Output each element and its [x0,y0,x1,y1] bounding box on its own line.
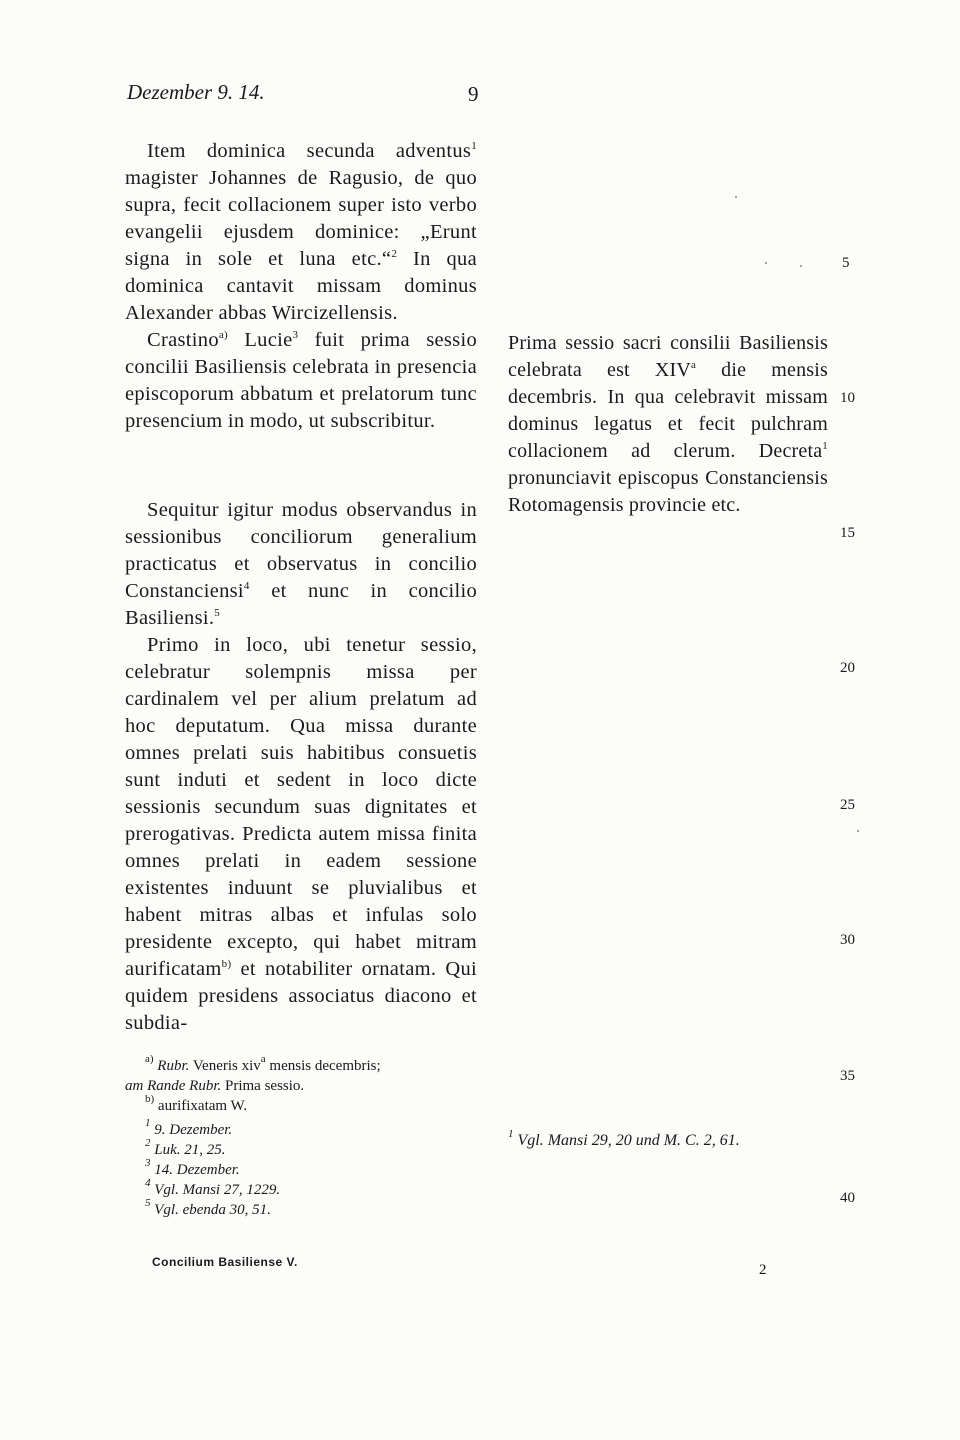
line-number: 40 [840,1190,855,1206]
footnote-a-cont: am Rande Rubr. Prima sessio. [125,1078,305,1094]
line-number: 25 [840,797,855,813]
parallel-text-column [508,330,828,519]
footnote-5: $^5$ Vgl. ebenda 30, 51. [145,1197,271,1218]
footnote-2: $^2$ Luk. 21, 25. [145,1137,226,1158]
footnote-side: $^1$ Vgl. Mansi 29, 20 und M. C. 2, 61. [508,1128,740,1149]
footnotes-main [125,1053,485,1220]
signature-line: Concilium Basiliense V. [152,1255,298,1269]
line-number: 20 [840,660,855,676]
main-text-column [125,138,477,1037]
line-number: 5 [842,255,850,271]
footnote-a: $^{a)}$ Rubr. Veneris xiv$^a$ mensis decembris; [145,1053,381,1074]
line-number: 10 [840,390,855,406]
footnote-b: $^{b)}$ aurifixatam W. [145,1093,248,1114]
print-speck [735,196,737,198]
paragraph-first-session: Crastino$^{a)}$ Lucie$^3$ fuit prima sessio concilii Basiliensis celebrata in presencia episcoporum abbatum et prelatorum tunc presencium in modo, ut subscribitur. [125,329,478,432]
footnote-1: $^1$ 9. Dezember. [145,1117,233,1138]
page-number: 9 [468,82,479,106]
line-number: 35 [840,1068,855,1084]
print-speck [800,265,802,267]
paragraph-modus: Sequitur igitur modus observandus in sessionibus conciliorum generalium practicatus et observatus in concilio Constanciensi$^4$ et nunc in concilio Basiliensi.$^5$ [125,499,477,629]
line-number: 30 [840,932,855,948]
footnote-3: $^3$ 14. Dezember. [145,1157,240,1178]
print-speck [765,262,767,264]
line-number: 15 [840,525,855,541]
parallel-paragraph: Prima sessio sacri consilii Basiliensis celebrata est XIV$^a$ die mensis decembris. In qua celebravit missam dominus legatus et fecit pulchram collacionem ad clerum. Decreta$^1$ pronunciavit episcopus Constanciensis Rotomagensis provincie etc. [508,332,828,516]
signature-number: 2 [759,1262,767,1278]
paragraph-sermon: Item dominica secunda adventus$^1$ magister Johannes de Ragusio, de quo supra, fecit collacionem super isto verbo evangelii ejusdem dominice: „Erunt signa in sole et luna etc.“$^2$ In qua dominica cantavit missam dominus Alexander abbas Wircizellensis. [125,140,478,324]
paragraph-primo: Primo in loco, ubi tenetur sessio, celebratur solempnis missa per cardinalem vel per alium prelatum ad hoc deputatum. Qua missa durante omnes prelati suis habitibus consuetis sunt induti et sedent in loco dicte sessionis secundum suas dignitates et prerogativas. Predicta autem missa finita omnes prelati in eadem sessione existentes induunt se pluvialibus et habent mitras albas et infulas solo presidente excepto, qui habet mitram aurificatam$^{b)}$ et notabiliter ornatam. Qui quidem presidens associatus diacono et subdia- [125,634,477,1034]
running-header: Dezember 9. 14. [127,80,265,104]
line-number-gutter [836,0,876,1300]
footnote-4: $^4$ Vgl. Mansi 27, 1229. [145,1177,281,1198]
print-speck [857,830,859,832]
